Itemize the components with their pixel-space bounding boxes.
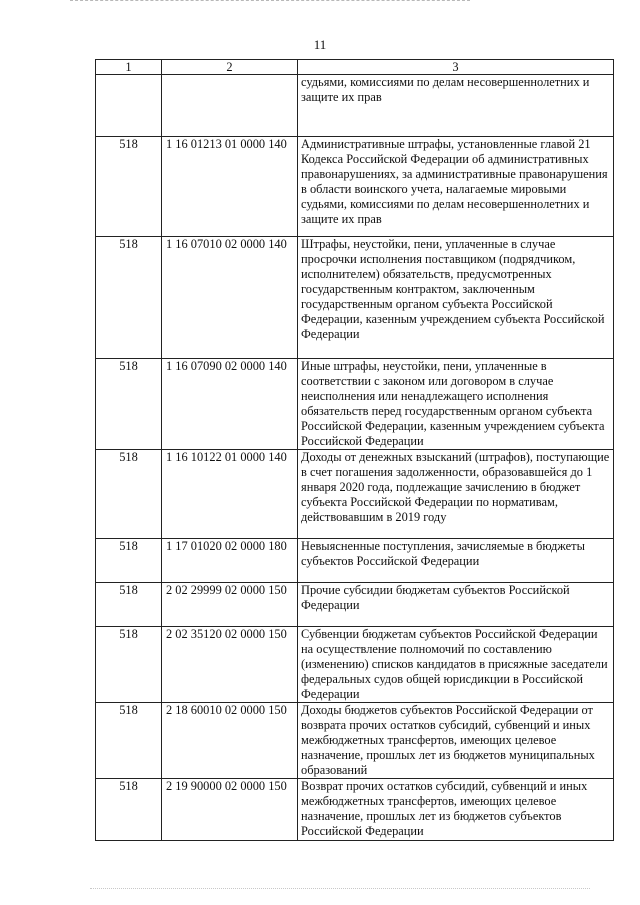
table-row [96, 237, 614, 359]
admin-code-cell: 518 [96, 237, 162, 359]
admin-code-cell: 518 [96, 450, 162, 539]
scan-edge-mark-top [70, 0, 470, 3]
description-cell: Невыясненные поступления, зачисляемые в бюджеты субъектов Российской Федерации [298, 539, 614, 583]
budget-code-cell: 2 02 35120 02 0000 150 [162, 627, 298, 703]
table-header-row [96, 60, 614, 75]
admin-code-cell [96, 75, 162, 137]
column-header-2: 2 [162, 60, 298, 75]
table-row [96, 359, 614, 450]
description-cell: Доходы от денежных взысканий (штрафов), поступающие в счет погашения задолженности, образовавшейся до 1 января 2020 года, подлежащие зачислению в бюджет субъекта Российской Федерации по нормативам, действовавшим в 2019 году [298, 450, 614, 539]
table-row [96, 779, 614, 841]
admin-code-cell: 518 [96, 359, 162, 450]
description-cell: судьями, комиссиями по делам несовершеннолетних и защите их прав [298, 75, 614, 137]
description-cell: Иные штрафы, неустойки, пени, уплаченные в соответствии с законом или договором в случае неисполнения или ненадлежащего исполнения обязательств перед государственным органом субъекта Российской Федерации, казенным учреждением субъекта Российской Федерации [298, 359, 614, 450]
description-cell: Штрафы, неустойки, пени, уплаченные в случае просрочки исполнения поставщиком (подрядчиком, исполнителем) обязательств, предусмотренных государственным контрактом, заключенным государственным органом субъекта Российской Федерации, казенным учреждением субъекта Российской Федерации [298, 237, 614, 359]
scan-edge-mark-bottom [90, 888, 590, 890]
table-row [96, 539, 614, 583]
budget-code-cell [162, 75, 298, 137]
column-header-1: 1 [96, 60, 162, 75]
admin-code-cell: 518 [96, 583, 162, 627]
description-cell: Административные штрафы, установленные главой 21 Кодекса Российской Федерации об административных правонарушениях, за административные правонарушения в области воинского учета, налагаемые мировыми судьями, комиссиями по делам несовершеннолетних и защите их прав [298, 137, 614, 237]
description-cell: Субвенции бюджетам субъектов Российской Федерации на осуществление полномочий по составлению (изменению) списков кандидатов в присяжные заседатели федеральных судов общей юрисдикции в Российской Федерации [298, 627, 614, 703]
admin-code-cell: 518 [96, 627, 162, 703]
admin-code-cell: 518 [96, 703, 162, 779]
budget-code-cell: 2 02 29999 02 0000 150 [162, 583, 298, 627]
budget-code-cell: 2 18 60010 02 0000 150 [162, 703, 298, 779]
budget-code-cell: 1 16 07090 02 0000 140 [162, 359, 298, 450]
table-row [96, 583, 614, 627]
description-cell: Возврат прочих остатков субсидий, субвенций и иных межбюджетных трансфертов, имеющих целевое назначение, прошлых лет из бюджетов субъектов Российской Федерации [298, 779, 614, 841]
admin-code-cell: 518 [96, 539, 162, 583]
table-row [96, 75, 614, 137]
admin-code-cell: 518 [96, 779, 162, 841]
budget-code-cell: 1 17 01020 02 0000 180 [162, 539, 298, 583]
table-row [96, 137, 614, 237]
table-row [96, 703, 614, 779]
description-cell: Прочие субсидии бюджетам субъектов Российской Федерации [298, 583, 614, 627]
budget-code-cell: 2 19 90000 02 0000 150 [162, 779, 298, 841]
table-row [96, 450, 614, 539]
description-cell: Доходы бюджетов субъектов Российской Федерации от возврата прочих остатков субсидий, субвенций и иных межбюджетных трансфертов, имеющих целевое назначение, прошлых лет из бюджетов муниципальных образований [298, 703, 614, 779]
budget-code-cell: 1 16 01213 01 0000 140 [162, 137, 298, 237]
budget-codes-table [95, 59, 614, 841]
page-number: 11 [313, 37, 327, 52]
admin-code-cell: 518 [96, 137, 162, 237]
budget-code-cell: 1 16 10122 01 0000 140 [162, 450, 298, 539]
column-header-3: 3 [298, 60, 614, 75]
budget-code-cell: 1 16 07010 02 0000 140 [162, 237, 298, 359]
table-row [96, 627, 614, 703]
